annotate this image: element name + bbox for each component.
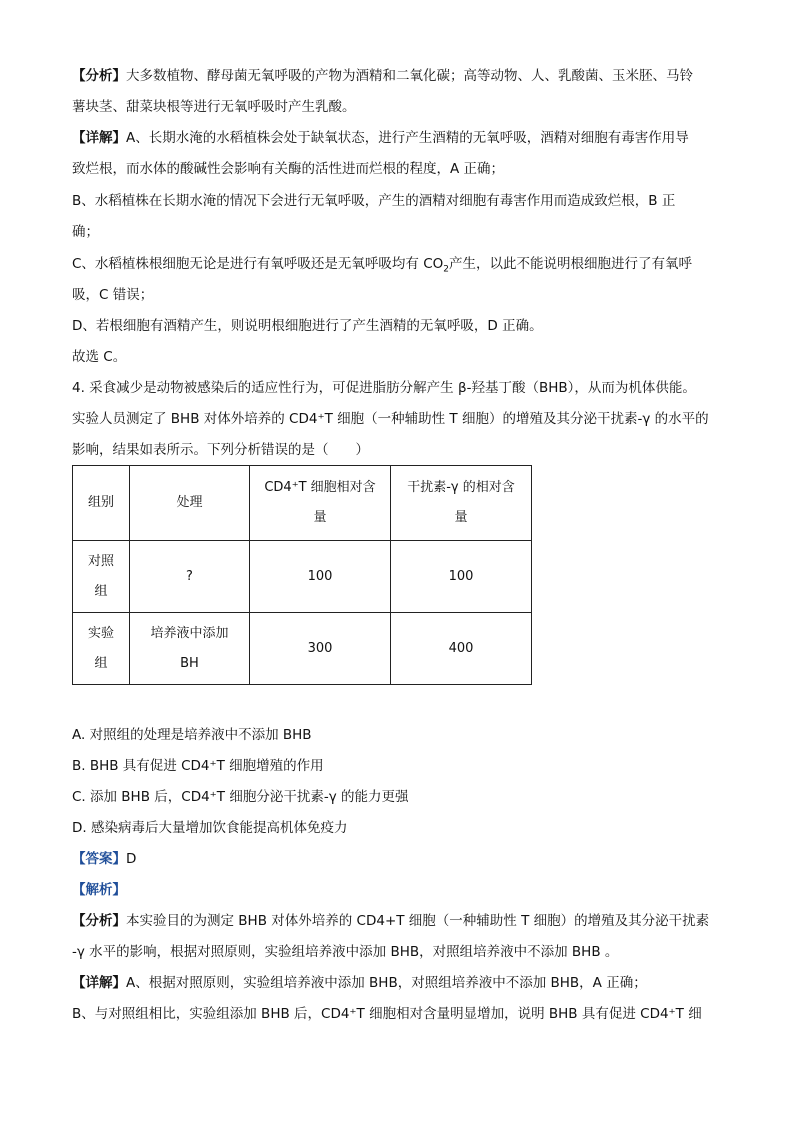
analysis-tag: 【分析】 [72, 68, 126, 84]
header-cd4: CD4⁺T 细胞相对含 量 [250, 466, 391, 541]
question-4-line-3: 影响，结果如表所示。下列分析错误的是（ ） [72, 442, 369, 458]
analysis2-text: 本实验目的为测定 BHB 对体外培养的 CD4+T 细胞（一种辅助性 T 细胞）的增殖及其分泌干扰素 [126, 913, 710, 929]
answer-line [72, 849, 722, 869]
answer-value: D [126, 851, 137, 867]
c-text-post: 产生，以此不能说明根细胞进行了有氧呼 [449, 256, 693, 272]
row-experiment-group: 实验 组 [73, 613, 130, 685]
header-ifn: 干扰素-γ 的相对含 量 [391, 466, 532, 541]
detail2-tag: 【详解】 [72, 975, 126, 991]
analysis2-line-1 [72, 911, 722, 931]
analysis2-tag: 【分析】 [72, 913, 126, 929]
option-d: D. 感染病毒后大量增加饮食能提高机体免疫力 [72, 820, 348, 836]
question-4-line-2: 实验人员测定了 BHB 对体外培养的 CD4⁺T 细胞（一种辅助性 T 细胞）的增殖及其分泌干扰素-γ 的水平的 [72, 411, 709, 427]
answer-tag: 【答案】 [72, 851, 126, 867]
row-experiment-ifn: 400 [391, 613, 532, 685]
detail-line-d: D、若根细胞有酒精产生，则说明根细胞进行了产生酒精的无氧呼吸，D 正确。 [72, 318, 543, 334]
analysis-line-2: 薯块茎、甜菜块根等进行无氧呼吸时产生乳酸。 [72, 99, 356, 115]
detail-line-a2: 致烂根，而水体的酸碱性会影响有关酶的活性进而烂根的程度，A 正确； [72, 161, 505, 177]
c-text-pre: C、水稻植株根细胞无论是进行有氧呼吸还是无氧呼吸均有 CO [72, 256, 444, 272]
row-experiment-treatment: 培养液中添加 BH [130, 613, 250, 685]
detail2-line-a [72, 973, 722, 993]
row-experiment-cd4: 300 [250, 613, 391, 685]
row-control-cd4: 100 [250, 541, 391, 613]
detail2-text: A、根据对照原则，实验组培养液中添加 BHB，对照组培养液中不添加 BHB，A 正确； [126, 975, 647, 991]
analysis-text: 大多数植物、酵母菌无氧呼吸的产物为酒精和二氧化碳；高等动物、人、乳酸菌、玉米胚、马铃 [126, 68, 693, 84]
option-b: B. BHB 具有促进 CD4⁺T 细胞增殖的作用 [72, 758, 324, 774]
table-row [73, 541, 532, 613]
header-treatment: 处理 [130, 466, 250, 541]
explain-line [72, 880, 722, 900]
detail-line-c2: 吸，C 错误； [72, 287, 154, 303]
row-control-ifn: 100 [391, 541, 532, 613]
table-header-row [73, 466, 532, 541]
detail-text: A、长期水淹的水稻植株会处于缺氧状态，进行产生酒精的无氧呼吸，酒精对细胞有毒害作用导 [126, 130, 689, 146]
detail-line-c1 [72, 254, 722, 274]
analysis2-line-2: -γ 水平的影响，根据对照原则，实验组培养液中添加 BHB，对照组培养液中不添加 BHB 。 [72, 944, 619, 960]
detail2-line-b: B、与对照组相比，实验组添加 BHB 后，CD4⁺T 细胞相对含量明显增加，说明 BHB 具有促进 CD4⁺T 细 [72, 1006, 702, 1022]
detail-tag: 【详解】 [72, 130, 126, 146]
choice-line: 故选 C。 [72, 349, 127, 365]
option-c: C. 添加 BHB 后，CD4⁺T 细胞分泌干扰素-γ 的能力更强 [72, 789, 409, 805]
table-row [73, 613, 532, 685]
option-a: A. 对照组的处理是培养液中不添加 BHB [72, 727, 312, 743]
results-table [72, 465, 532, 685]
explain-tag: 【解析】 [72, 882, 126, 898]
header-group: 组别 [73, 466, 130, 541]
detail-line-b2: 确； [72, 224, 99, 240]
question-4-line-1: 4. 采食减少是动物被感染后的适应性行为，可促进脂肪分解产生 β-羟基丁酸（BHB），从而为机体供能。 [72, 380, 696, 396]
co2-subscript: 2 [443, 264, 450, 275]
detail-line-b1: B、水稻植株在长期水淹的情况下会进行无氧呼吸，产生的酒精对细胞有毒害作用而造成致烂根，B 正 [72, 193, 676, 209]
row-control-treatment: ? [130, 541, 250, 613]
detail-line-a1 [72, 128, 722, 148]
analysis-line-1 [72, 66, 722, 86]
row-control-group: 对照 组 [73, 541, 130, 613]
